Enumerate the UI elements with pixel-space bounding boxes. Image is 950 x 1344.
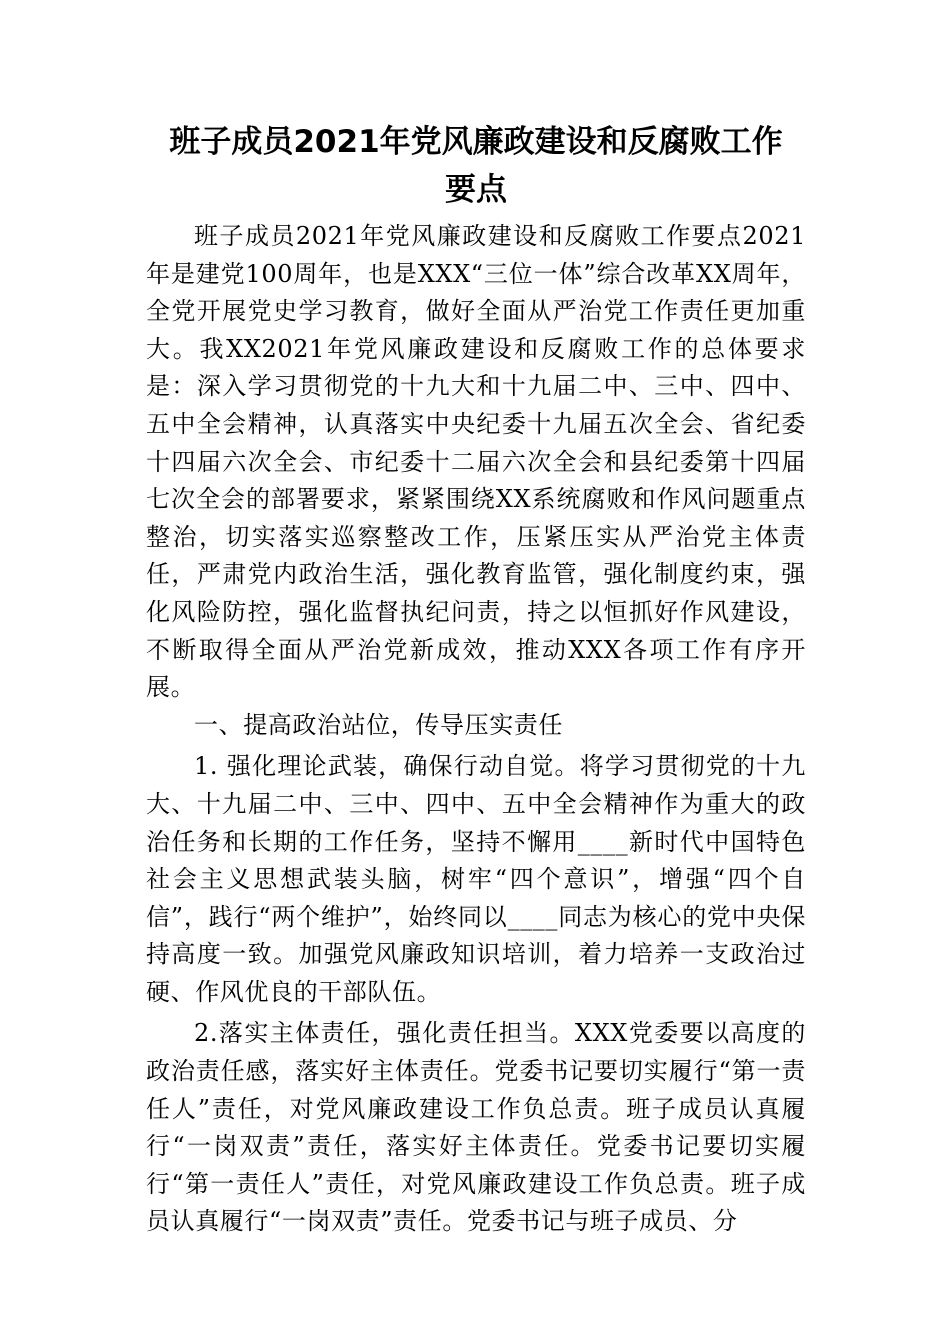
document-page — [146, 118, 806, 1241]
item-paragraph-1: 1. 强化理论武装，确保行动自觉。将学习贯彻党的十九大、十九届二中、三中、四中、五中全会精神作为重大的政治任务和长期的工作任务，坚持不懈用____新时代中国特色社会主义思想武装头脑，树牢“四个意识”，增强“四个自信”，践行“两个维护”，始终同以____同志为核心的党中央保持高度一致。加强党风廉政知识培训，着力培养一支政治过硬、作风优良的干部队伍。 — [146, 752, 806, 1006]
title-line-2: 要点 — [445, 172, 507, 208]
item-paragraph-2: 2.落实主体责任，强化责任担当。XXX党委要以高度的政治责任感，落实好主体责任。党委书记要切实履行“第一责任人”责任，对党风廉政建设工作负总责。班子成员认真履行“一岗双责”责任，落实好主体责任。党委书记要切实履行“第一责任人”责任，对党风廉政建设工作负总责。班子成员认真履行“一岗双责”责任。党委书记与班子成员、分 — [146, 1019, 806, 1236]
section-heading-1: 一、提高政治站位，传导压实责任 — [194, 710, 563, 739]
intro-paragraph: 班子成员2021年党风廉政建设和反腐败工作要点2021年是建党100周年，也是XXX“三位一体”综合改革XX周年，全党开展党史学习教育，做好全面从严治党工作责任更加重大。我XX2021年党风廉政建设和反腐败工作的总体要求是：深入学习贯彻党的十九大和十九届二中、三中、四中、五中全会精神，认真落实中央纪委十九届五次全会、省纪委十四届六次全会、市纪委十二届六次全会和县纪委第十四届七次全会的部署要求，紧紧围绕XX系统腐败和作风问题重点整治，切实落实巡察整改工作，压紧压实从严治党主体责任，严肃党内政治生活，强化教育监管，强化制度约束，强化风险防控，强化监督执纪问责，持之以恒抓好作风建设，不断取得全面从严治党新成效，推动XXX各项工作有序开展。 — [146, 222, 806, 702]
document-title — [146, 118, 806, 214]
title-line-1: 班子成员2021年党风廉政建设和反腐败工作 — [169, 124, 783, 160]
